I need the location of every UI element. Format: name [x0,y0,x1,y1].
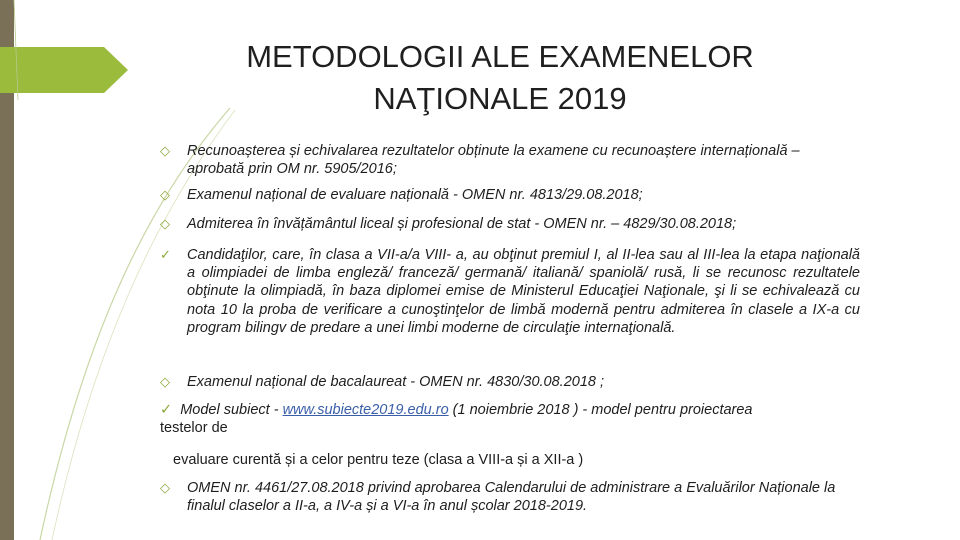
list-item-text: Examenul național de bacalaureat - OMEN nr. 4830/30.08.2018 ; [187,374,605,390]
title-line-2: NAŢIONALE 2019 [373,81,627,116]
list-item-continuation: testelor de [160,420,228,437]
check-bullet-icon: ✓ [160,402,173,418]
list-item-text: OMEN nr. 4461/27.08.2018 privind aprobarea Calendarului de administrare a Evaluărilor Naționale la finalul claselor a II-a, a IV-a și a VI-a în anul școlar 2018-2019. [187,480,836,515]
diamond-bullet-icon: ◇ [160,143,170,158]
check-bullet-icon: ✓ [160,247,171,262]
list-item [173,451,873,469]
model-subject-suffix: (1 noiembrie 2018 ) - model pentru proiectarea [448,402,753,418]
list-item-text: Examenul național de evaluare națională - OMEN nr. 4813/29.08.2018; [187,187,643,203]
model-subject-prefix: Model subiect - [180,402,283,418]
list-item-text: Recunoașterea și echivalarea rezultatelor obținute la examene cu recunoaștere internațională – aprobată prin OM nr. 5905/2016; [187,143,800,178]
list-item [160,215,860,233]
list-item [160,186,860,204]
slide-title [200,36,800,120]
diamond-bullet-icon: ◇ [160,216,170,231]
title-line-1: METODOLOGII ALE EXAMENELOR [246,39,754,74]
green-accent-arrow [0,47,128,93]
subiecte-link[interactable]: www.subiecte2019.edu.ro [282,402,449,418]
list-item-text: Candidaţilor, care, în clasa a VII-a/a VIII- a, au obţinut premiul I, al II-lea sau al III-lea la etapa naţională a olimpiadei de limba engleză/ franceză/ germană/ italiană/ spaniolă/ rusă, li se recunosc rezultatele obţinute la olimpiadă, în baza diplomei emise de Ministerul Educaţiei Naţionale, şi li se echivalează cu nota 10 la proba de verificare a cunoştinţelor de limbă modernă pentru admiterea în clasele a IX-a cu program bilingv de predare a unei limbi moderne de circulaţie internaţională. [187,247,860,336]
list-item [160,246,860,337]
list-item-text: evaluare curentă și a celor pentru teze (clasa a VIII-a și a XII-a ) [173,452,584,468]
list-item [160,479,860,515]
list-item [160,142,860,178]
diamond-bullet-icon: ◇ [160,480,170,495]
diamond-bullet-icon: ◇ [160,187,170,202]
list-item [160,401,860,437]
list-item-text: Admiterea în învățământul liceal și profesional de stat - OMEN nr. – 4829/30.08.2018; [187,216,737,232]
list-item [160,373,860,391]
diamond-bullet-icon: ◇ [160,374,170,389]
